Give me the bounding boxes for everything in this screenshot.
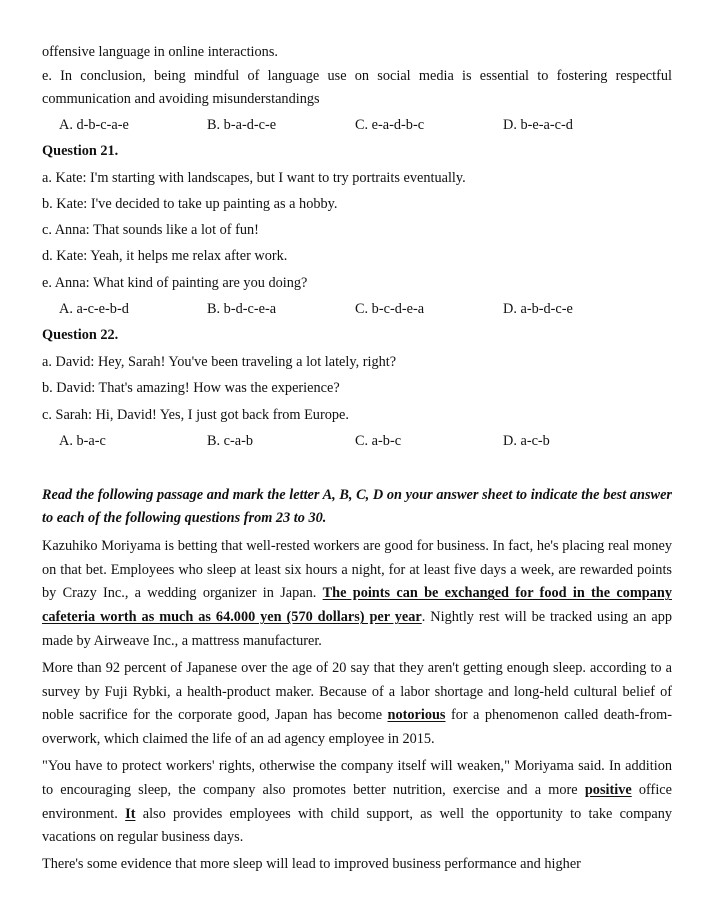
- text-run: "You have to protect workers' rights, otherwise the company itself will weaken," Moriyama said. In addition to encouraging sleep, the company also promotes better nutrition, exercise and a more: [42, 758, 672, 798]
- dialogue-line: a. David: Hey, Sarah! You've been traveling a lot lately, right?: [42, 353, 397, 370]
- fragment-line: offensive language in online interactions.: [42, 44, 278, 60]
- text-run: More than 92 percent of Japanese over the age of 20 say that they aren't getting enough sleep. according to a survey by Fuji Rybki, a health-product maker. Because of a labor shortage and long-held cultural belief of noble sacrifice for the corporate good, Japan has become: [42, 659, 672, 724]
- passage-instruction: Read the following passage and mark the letter A, B, C, D on your answer sheet to indicate the best answer to each of the following questions from 23 to 30.: [42, 486, 672, 527]
- dialogue-line: b. David: That's amazing! How was the experience?: [42, 380, 340, 397]
- dialogue-line: d. Kate: Yeah, it helps me relax after work.: [42, 248, 288, 265]
- passage-paragraph-2: [42, 657, 672, 752]
- document-page: [42, 40, 672, 880]
- option-b: B. b-d-c-e-a: [207, 300, 277, 317]
- answer-options-q21: [42, 296, 672, 322]
- option-a: A. a-c-e-b-d: [59, 300, 129, 317]
- option-d: D. b-e-a-c-d: [503, 116, 573, 133]
- option-c: C. a-b-c: [355, 432, 402, 449]
- text-run: also provides employees with child support, as well the opportunity to take company vacations on regular business days.: [42, 805, 672, 846]
- option-a: A. d-b-c-a-e: [59, 116, 129, 133]
- underlined-word-notorious: notorious: [387, 707, 446, 724]
- option-b: B. b-a-d-c-e: [207, 116, 277, 133]
- question-22-heading: Question 22.: [42, 326, 119, 343]
- text-run: for a phenomenon called death-from-overwork, which claimed the life of an ad agency employee in 2015.: [42, 707, 672, 748]
- text-run: office environment.: [42, 781, 672, 822]
- dialogue-line: a. Kate: I'm starting with landscapes, but I want to try portraits eventually.: [42, 169, 466, 186]
- sentence-e: e. In conclusion, being mindful of language use on social media is essential to fostering respectful communication and avoiding misunderstandings: [42, 67, 672, 107]
- passage-paragraph-1: [42, 535, 672, 654]
- option-d: D. a-b-d-c-e: [503, 300, 573, 317]
- answer-options-q22: [42, 428, 672, 454]
- underlined-word-it: It: [125, 805, 136, 822]
- option-a: A. b-a-c: [59, 432, 106, 449]
- passage-paragraph-4: There's some evidence that more sleep will lead to improved business performance and higher: [42, 856, 581, 873]
- underlined-word-positive: positive: [584, 781, 632, 798]
- option-b: B. c-a-b: [207, 432, 254, 449]
- option-c: C. b-c-d-e-a: [355, 300, 425, 317]
- text-run: . Nightly rest will be tracked using an app made by Airweave Inc., a mattress manufacturer.: [42, 609, 673, 650]
- dialogue-line: e. Anna: What kind of painting are you doing?: [42, 274, 308, 291]
- dialogue-line: b. Kate: I've decided to take up painting as a hobby.: [42, 195, 338, 212]
- option-c: C. e-a-d-b-c: [355, 116, 425, 133]
- underlined-sentence: The points can be exchanged for food in the company cafeteria worth as much as 64.000 yen (570 dollars) per year: [42, 585, 672, 626]
- dialogue-line: c. Anna: That sounds like a lot of fun!: [42, 222, 259, 239]
- question-21-heading: Question 21.: [42, 142, 119, 159]
- answer-options-q20: [42, 112, 672, 138]
- text-run: Kazuhiko Moriyama is betting that well-rested workers are good for business. In fact, he's placing real money on that bet. Employees who sleep at least six hours a night, for at least five days a week, are rewarded points by Crazy Inc., a wedding organizer in Japan.: [42, 537, 672, 602]
- dialogue-line: c. Sarah: Hi, David! Yes, I just got back from Europe.: [42, 406, 349, 423]
- option-d: D. a-c-b: [503, 432, 550, 449]
- passage-paragraph-3: [42, 755, 672, 850]
